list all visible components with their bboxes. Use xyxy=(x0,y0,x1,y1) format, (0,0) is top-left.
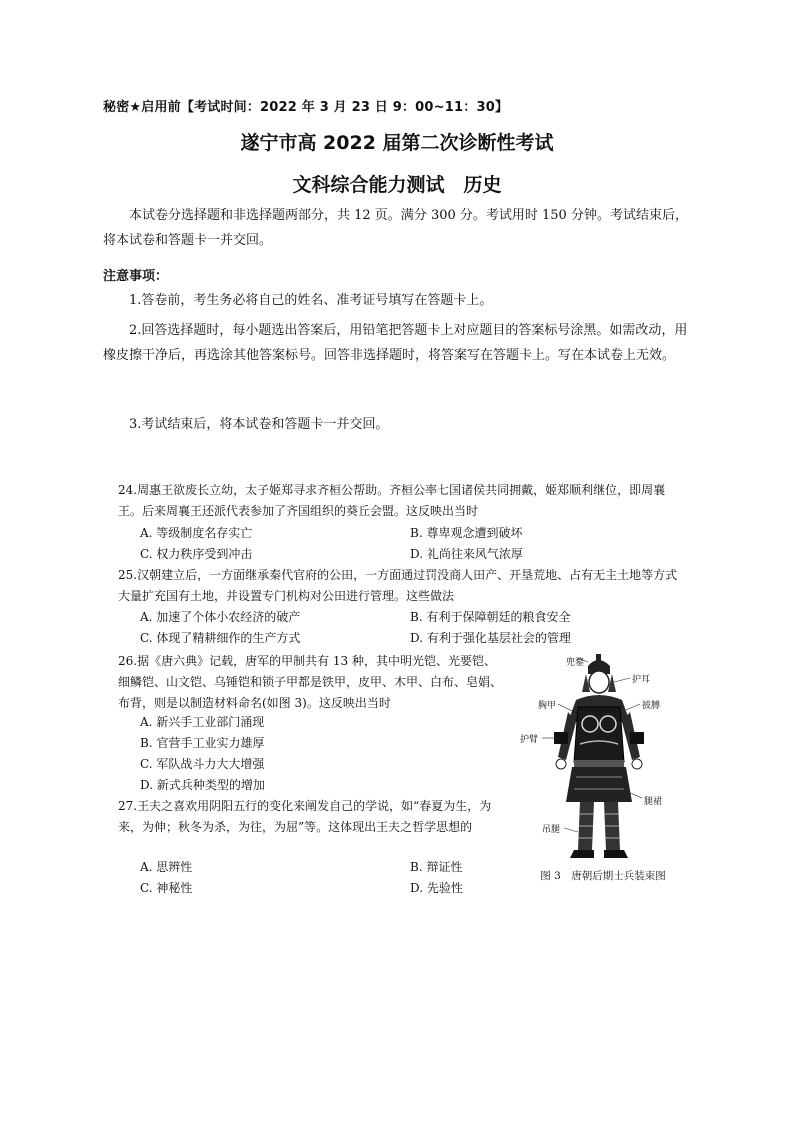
notice-item-1: 1.答卷前，考生务必将自己的姓名、准考证号填写在答题卡上。 xyxy=(129,293,493,308)
label-arm-guard: 护臂 xyxy=(520,735,539,745)
label-shoulder: 披膊 xyxy=(642,701,661,711)
confidential-exam-time: 秘密★启用前【考试时间：2022 年 3 月 23 日 9：00~11：30】 xyxy=(103,100,509,115)
notice-heading: 注意事项： xyxy=(103,269,169,284)
q24-option-c[interactable]: C. 权力秩序受到冲击 xyxy=(140,547,253,561)
label-leg-skirt: 腿裙 xyxy=(644,797,663,807)
q24-option-b[interactable]: B. 尊卑观念遭到破坏 xyxy=(410,526,523,540)
label-leg-guard: 吊腿 xyxy=(542,825,561,835)
q24-option-d[interactable]: D. 礼尚往来风气浓厚 xyxy=(410,547,523,561)
exam-title: 遂宁市高 2022 届第二次诊断性考试 xyxy=(240,132,554,154)
question-26-stem: 26.据《唐六典》记载，唐军的甲制共有 13 种，其中明光铠、光要铠、细鳞铠、山文铠、乌锤铠和锁子甲都是铁甲，皮甲、木甲、白布、皂娟、布背，则是以制造材料命名(如图 3)。这反映出当时 xyxy=(118,654,503,710)
label-ear-guard: 护耳 xyxy=(632,675,651,685)
notice-item-2: 2.回答选择题时，每小题选出答案后，用铅笔把答题卡上对应题目的答案标号涂黑。如需改动，用橡皮擦干净后，再选涂其他答案标号。回答非选择题时，将答案写在答题卡上。写在本试卷上无效。 xyxy=(103,323,688,363)
q26-option-b[interactable]: B. 官营手工业实力雄厚 xyxy=(140,736,265,750)
q25-option-c[interactable]: C. 体现了精耕细作的生产方式 xyxy=(140,631,301,645)
soldier-armor-figure xyxy=(518,652,680,890)
q26-option-d[interactable]: D. 新式兵种类型的增加 xyxy=(140,778,265,792)
notice-item-3: 3.考试结束后，将本试卷和答题卡一并交回。 xyxy=(129,417,389,432)
label-helmet: 兜鍪 xyxy=(566,658,585,668)
q27-option-d[interactable]: D. 先验性 xyxy=(410,881,463,895)
label-chest-armor: 胸甲 xyxy=(538,701,557,711)
intro-paragraph: 本试卷分选择题和非选择题两部分，共 12 页。满分 300 分。考试用时 150 分钟。考试结束后，将本试卷和答题卡一并交回。 xyxy=(103,208,688,248)
question-25-stem: 25.汉朝建立后，一方面继承秦代官府的公田，一方面通过罚没商人田产、开垦荒地、占有无主土地等方式大量扩充国有土地，并设置专门机构对公田进行管理。这些做法 xyxy=(118,568,678,603)
q25-option-d[interactable]: D. 有利于强化基层社会的管理 xyxy=(410,631,571,645)
q25-option-a[interactable]: A. 加速了个体小农经济的破产 xyxy=(140,610,301,624)
q24-option-a[interactable]: A. 等级制度名存实亡 xyxy=(140,526,253,540)
question-24-stem: 24.周惠王欲废长立幼，太子姬郑寻求齐桓公帮助。齐桓公率七国诸侯共同拥戴，姬郑顺利继位，即周襄王。后来周襄王还派代表参加了齐国组织的葵丘会盟。这反映出当时 xyxy=(118,483,666,518)
q27-option-b[interactable]: B. 辩证性 xyxy=(410,860,463,874)
q27-option-a[interactable]: A. 思辨性 xyxy=(140,860,193,874)
q26-option-c[interactable]: C. 军队战斗力大大增强 xyxy=(140,757,265,771)
question-27-stem: 27.王夫之喜欢用阴阳五行的变化来阐发自己的学说，如“春夏为生，为来，为伸；秋冬为杀，为往，为屈”等。这体现出王夫之哲学思想的 xyxy=(118,799,492,834)
q27-option-c[interactable]: C. 神秘性 xyxy=(140,881,193,895)
q25-option-b[interactable]: B. 有利于保障朝廷的粮食安全 xyxy=(410,610,571,624)
figure-caption: 图 3 唐朝后期士兵装束图 xyxy=(540,870,666,882)
exam-subtitle: 文科综合能力测试 历史 xyxy=(292,174,502,196)
q26-option-a[interactable]: A. 新兴手工业部门涌现 xyxy=(140,715,265,729)
